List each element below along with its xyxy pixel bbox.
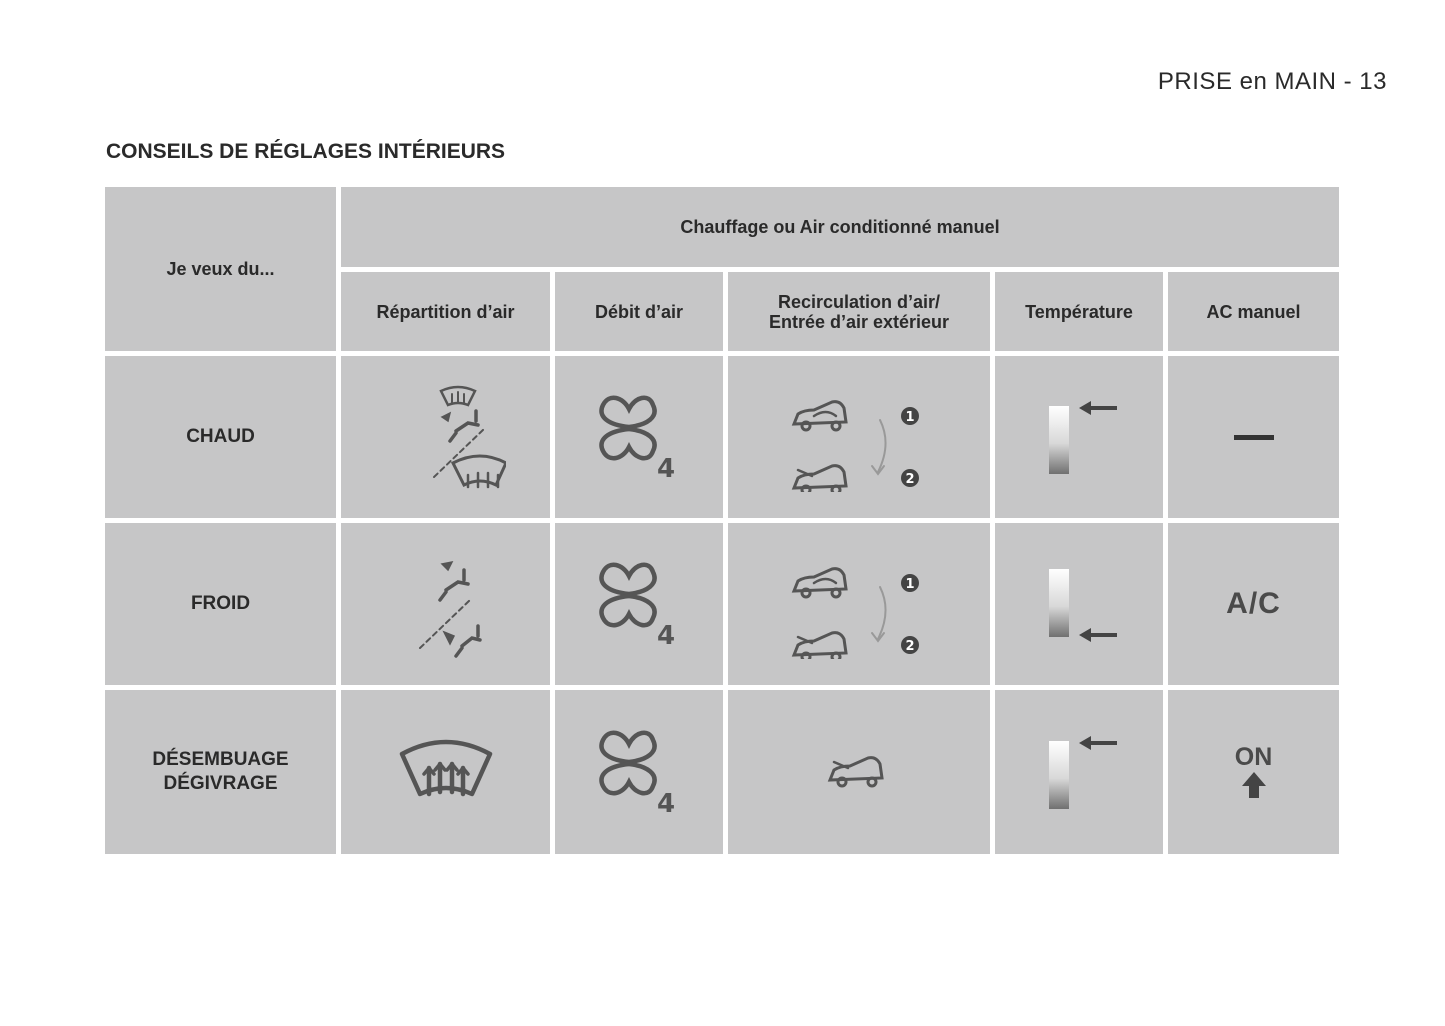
face-feet-distribution-icon [386,544,506,664]
arrow-up-icon [1239,770,1269,800]
corner-header-cell [105,187,336,351]
fan-icon [589,387,689,487]
fan-icon [589,554,689,654]
corner-label: Je veux du... [166,259,275,279]
cell-froid-repartition [341,523,550,685]
cell-chaud-recirculation [728,356,990,518]
fan-level: 4 [657,789,676,819]
cell-froid-temperature [995,523,1163,685]
cell-desembuage-recirculation [728,690,990,854]
row-label-chaud [105,356,336,518]
col-header-debit [555,272,723,351]
cell-chaud-temperature [995,356,1163,518]
temperature-max-icon [1039,392,1119,482]
group-header: Chauffage ou Air conditionné manuel [680,217,1000,237]
step-1-badge: 1 [905,577,915,592]
col-header-recirculation [728,272,990,351]
cell-desembuage-debit [555,690,723,854]
temperature-max-icon [1039,727,1119,817]
defrost-feet-distribution-icon [386,377,506,497]
section-title: CONSEILS DE RÉGLAGES INTÉRIEURS [106,140,506,163]
cell-desembuage-repartition [341,690,550,854]
ac-on-indicator [1235,744,1273,800]
recirculation-sequence-icon [784,382,934,492]
recirculation-sequence-icon [784,549,934,659]
windscreen-demist-icon [396,732,496,812]
step-1-badge: 1 [905,410,915,425]
col-header-debit-label: Débit d’air [594,301,683,322]
col-header-recirc-line2: Entrée d’air extérieur [768,311,950,332]
row-label-desembuage [105,690,336,854]
col-header-ac [1168,272,1339,351]
fan-level: 4 [657,621,676,651]
row-label-froid [105,523,336,685]
col-header-temperature [995,272,1163,351]
step-2-badge: 2 [905,472,915,487]
temperature-min-icon [1039,559,1119,649]
col-header-repartition [341,272,550,351]
row-label-chaud-text: CHAUD [186,426,255,447]
col-header-ac-label: AC manuel [1206,301,1301,322]
ac-off-dash-icon [1234,435,1274,440]
col-header-recirc-line1: Recirculation d’air/ [777,291,941,312]
row-label-froid-text: FROID [190,593,251,614]
fan-level: 4 [657,454,676,484]
cell-chaud-ac [1168,356,1339,518]
cell-desembuage-ac [1168,690,1339,854]
cell-froid-debit [555,523,723,685]
cell-froid-recirculation [728,523,990,685]
cell-desembuage-temperature [995,690,1163,854]
ac-on-label: ON [1234,743,1273,771]
row-label-desembuage-line2: DÉGIVRAGE [163,773,278,794]
row-label-desembuage-line1: DÉSEMBUAGE [152,749,289,770]
col-header-repartition-label: Répartition d’air [376,301,515,322]
group-header-cell [341,187,1339,267]
ac-label: A/C [1226,587,1281,620]
exterior-air-car-icon [824,752,894,792]
page-header: PRISE en MAIN - 13 [1157,68,1387,95]
col-header-temperature-label: Température [1025,301,1133,322]
fan-icon [589,722,689,822]
cell-froid-ac [1168,523,1339,685]
step-2-badge: 2 [905,639,915,654]
cell-chaud-debit [555,356,723,518]
cell-chaud-repartition [341,356,550,518]
